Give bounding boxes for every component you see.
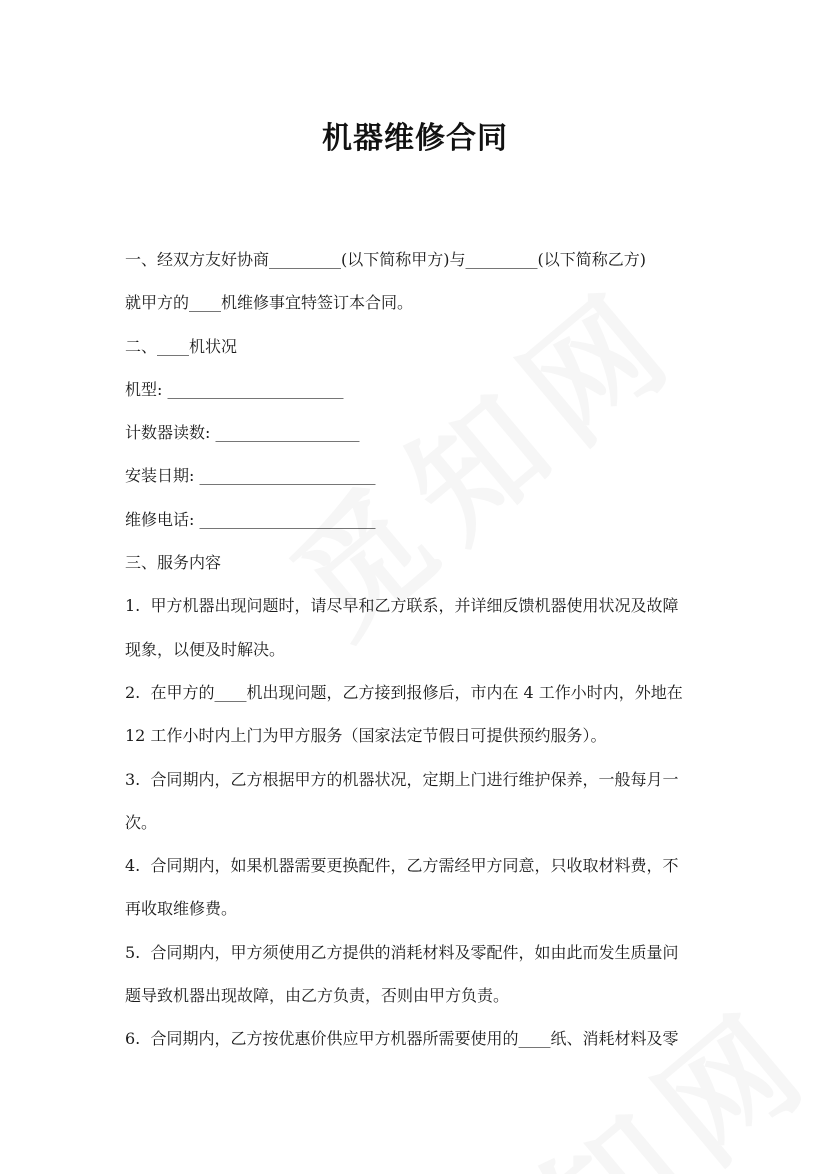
clause-line: 题导致机器出现故障，由乙方负责，否则由甲方负责。 xyxy=(125,986,510,1006)
paragraph-line: 就甲方的____机维修事宜特签订本合同。 xyxy=(125,293,414,313)
section-heading: 三、服务内容 xyxy=(125,553,222,573)
clause-line: 再收取维修费。 xyxy=(125,899,238,919)
clause-line: 次。 xyxy=(125,812,158,832)
clause-line: 4. 合同期内，如果机器需要更换配件，乙方需经甲方同意，只收取材料费，不 xyxy=(125,856,679,876)
clause-line: 现象，以便及时解决。 xyxy=(125,639,286,659)
document-body xyxy=(125,238,715,1061)
section-heading: 二、____机状况 xyxy=(125,336,238,356)
clause-line: 6. 合同期内，乙方按优惠价供应甲方机器所需要使用的____纸、消耗材料及零 xyxy=(125,1029,679,1049)
paragraph-line: 一、经双方友好协商_________(以下简称甲方)与_________(以下简称乙方) xyxy=(125,250,646,269)
field-counter-reading: 计数器读数: __________________ xyxy=(125,423,360,443)
clause-line: 12 工作小时内上门为甲方服务（国家法定节假日可提供预约服务）。 xyxy=(125,726,607,746)
document-title: 机器维修合同 xyxy=(322,121,508,156)
clause-line: 3. 合同期内，乙方根据甲方的机器状况，定期上门进行维护保养，一般每月一 xyxy=(125,769,679,789)
clause-line: 5. 合同期内，甲方须使用乙方提供的消耗材料及零配件，如由此而发生质量问 xyxy=(125,942,679,962)
field-install-date: 安装日期: ______________________ xyxy=(125,466,376,486)
clause-line: 2. 在甲方的____机出现问题，乙方接到报修后，市内在 4 工作小时内，外地在 xyxy=(125,682,683,702)
clause-line: 1. 甲方机器出现问题时，请尽早和乙方联系，并详细反馈机器使用状况及故障 xyxy=(125,596,679,616)
field-model: 机型: ______________________ xyxy=(125,379,344,399)
field-repair-phone: 维修电话: ______________________ xyxy=(125,509,376,529)
